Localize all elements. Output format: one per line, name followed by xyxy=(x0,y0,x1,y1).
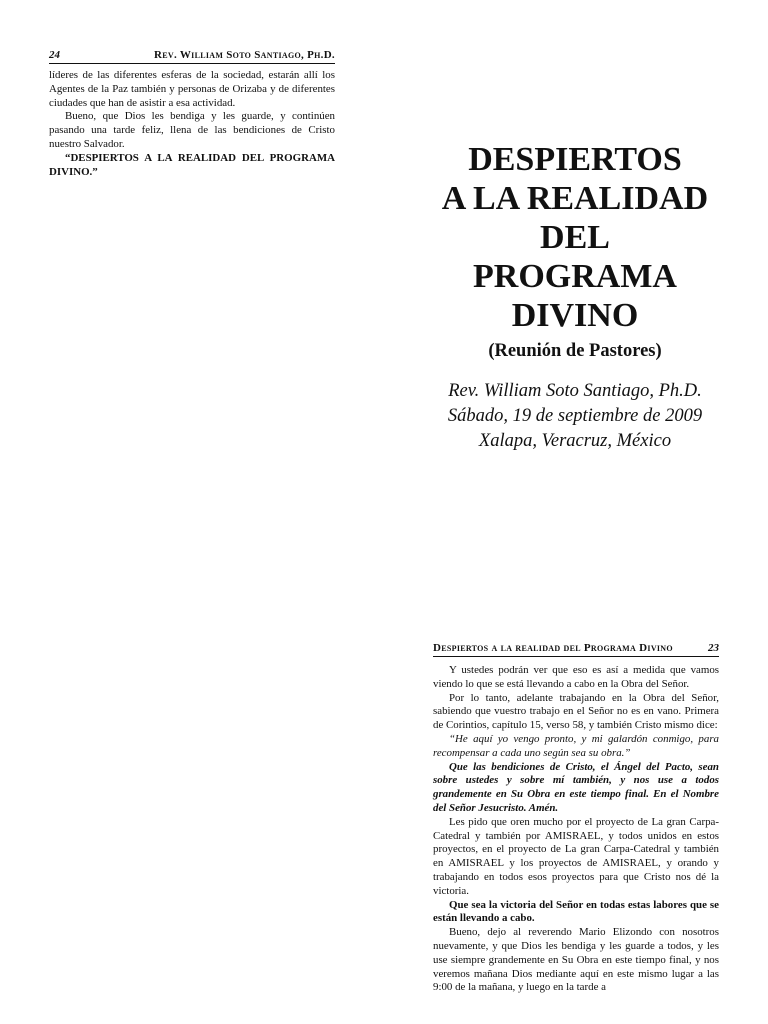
title-line: DESPIERTOS xyxy=(468,141,682,178)
page-header xyxy=(49,49,335,64)
date: Sábado, 19 de septiembre de 2009 xyxy=(447,406,703,426)
sermon-subtitle: (Reunión de Pastores) xyxy=(488,341,662,361)
paragraph: Les pido que oren mucho por el proyecto de La gran Carpa-Catedral y también por AMISRAEL, y todos unidos en estos proyectos, en el proyecto de La gran Carpa-Catedral y también en AMISRAEL y los proyectos de AMISRAEL, y orando y trabajando en todos esos proyectos para que Cristo nos dé la victoria. xyxy=(433,815,719,897)
closing-title: “DESPIERTOS A LA REALIDAD DEL PROGRAMA DIVINO.” xyxy=(49,151,335,178)
page-body xyxy=(49,69,335,179)
running-title: Despiertos a la realidad del Programa Divino xyxy=(433,642,673,654)
title-line: DEL xyxy=(540,219,610,256)
page-body xyxy=(433,664,719,995)
paragraph: Bueno, que Dios les bendiga y les guarde, y continúen pasando una tarde feliz, llena de las bendiciones de Cristo nuestro Salvador. xyxy=(49,110,335,150)
emphasis-paragraph: Que sea la victoria del Señor en todas estas labores que se están llevando a cabo. xyxy=(433,898,719,925)
title-line: A LA REALIDAD xyxy=(441,180,709,217)
page-header xyxy=(433,642,719,657)
left-page xyxy=(49,49,335,179)
page-number: 23 xyxy=(708,642,719,654)
sermon-title xyxy=(425,140,725,335)
running-title: Rev. William Soto Santiago, Ph.D. xyxy=(154,49,335,61)
location: Xalapa, Veracruz, México xyxy=(478,431,672,451)
blessing-paragraph: Que las bendiciones de Cristo, el Ángel del Pacto, sean sobre ustedes y sobre mí también, y nos use a todos grandemente en Su Obra en este tiempo final. En el Nombre del Señor Jesucristo. Amén. xyxy=(433,760,719,814)
scripture-quote: “He aquí yo vengo pronto, y mi galardón conmigo, para recompensar a cada uno según sea su obra.” xyxy=(433,732,719,759)
author: Rev. William Soto Santiago, Ph.D. xyxy=(448,381,702,401)
paragraph: Y ustedes podrán ver que eso es así a medida que vamos viendo lo que se está llevando a cabo en la Obra del Señor. xyxy=(433,664,719,690)
paragraph: Bueno, dejo al reverendo Mario Elizondo con nosotros nuevamente, y que Dios les bendiga y les guarde a todos, y les use siempre grandemente en Su Obra en este tiempo final, y nos veremos mañana Dios mediante aquí en este mismo lugar a las 9:00 de la mañana, y luego en la tarde a xyxy=(433,926,719,994)
byline xyxy=(425,379,725,454)
page-number: 24 xyxy=(49,49,60,61)
right-page xyxy=(433,642,719,995)
title-line: PROGRAMA xyxy=(473,258,677,295)
title-page xyxy=(425,140,725,454)
paragraph: Por lo tanto, adelante trabajando en la Obra del Señor, sabiendo que vuestro trabajo en el Señor no es en vano. Primera de Corintios, capítulo 15, verso 58, y también Cristo mismo dice: xyxy=(433,691,719,732)
title-line: DIVINO xyxy=(511,297,639,334)
paragraph: líderes de las diferentes esferas de la sociedad, estarán allí los Agentes de la Paz también y personas de Orizaba y de diferentes ciudades que han de asistir a esa actividad. xyxy=(49,69,335,109)
